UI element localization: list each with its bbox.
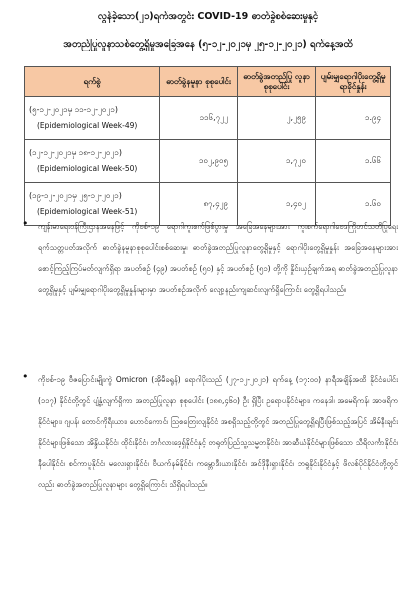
confirmed-value: ၂,၂၅၉ bbox=[238, 97, 316, 140]
samples-value: ၁၀၂,၉၀၅ bbox=[160, 140, 238, 183]
epi-week: (Epidemiological Week-51) bbox=[37, 207, 138, 216]
header-confirmed-cases: ဓာတ်ခွဲအတည်ပြု လူနာစုစုပေါင်း bbox=[238, 67, 316, 97]
bullet-point: • bbox=[22, 370, 29, 383]
period-cell bbox=[25, 140, 160, 183]
paragraph-text: ကိုဗစ်-၁၉ ဗီဇပြောင်းမျိုးကွဲ Omicron (အိုမီခရွန်) ရောဂါပိုးသည် (၂၇-၁၂-၂၀၂၁) ရက်နေ့ (၁၇:၀၀) နာရီအချိန်အထိ နိုင်ငံပေါင်း (၁၁၇) နိုင်ငံတို့တွင် ပျံ့နှံ့လျက်ရှိကာ အတည်ပြုလူနာ စုစုပေါင်း (၁၈၈,၄၆၀) ဦး ရှိပြီး ဥရောပနိုင်ငံများ၊ ကနေဒါ၊ အမေရိကန်၊ အာဖရိကနိုင်ငံများ၊ ဂျပန်၊ တောင်ကိုရီးယား၊ ဟောင်ကောင်၊ သြစတြေးလျနိုင်ငံ အစရှိသည့်တို့တွင် အတည်ပြုတွေ့ရှိရပြီးဖြစ်သည့်အပြင် အိမ်နီးချင်းနိုင်ငံများဖြစ်သော အိန္ဒိယနိုင်ငံ၊ ထိုင်းနိုင်ငံ၊ ဘင်္ဂလားဒေ့ရှ်နိုင်ငံနှင့် တရုတ်ပြည်သူ့သမ္မတနိုင်ငံ၊ အာဆီယံနိုင်ငံများဖြစ်သော သီရိလင်္ကာနိုင်ငံ၊ နီပေါနိုင်ငံ၊ စင်ကာပူနိုင်ငံ၊ မလေးရှားနိုင်ငံ၊ ဗီယက်နမ်နိုင်ငံ၊ ကမ္ဘောဒီးယားနိုင်ငံ၊ အင်ဒိုနီးရှားနိုင်ငံ၊ ဘရူနိုင်းနိုင်ငံနှင့် ဖိလစ်ပိုင်နိုင်ငံတို့တွင်လည်း ဓာတ်ခွဲအတည်ပြုလူနာများ တွေ့ရှိကြောင်း သိရှိရပါသည်။ bbox=[38, 375, 398, 489]
date-range: (၁၉-၁၂-၂၀၂၁မှ ၂၅-၁၂-၂၀၂၁) bbox=[29, 191, 122, 200]
samples-value: ၁၁၆,၇၂၂ bbox=[160, 97, 238, 140]
table-row bbox=[25, 140, 391, 183]
period-cell bbox=[25, 97, 160, 140]
epi-week: (Epidemiological Week-50) bbox=[37, 164, 138, 173]
header-total-samples: ဓာတ်ခွဲနမူနာ စုစုပေါင်း bbox=[160, 67, 238, 97]
paragraph-omicron-spread bbox=[22, 369, 398, 605]
percent-value: ၁.၆၆ bbox=[316, 140, 391, 183]
paragraph-trend-summary bbox=[22, 216, 398, 356]
samples-value: ၈၇,၄၂၉ bbox=[160, 183, 238, 226]
header-positivity-rate: ပျမ်းမျှရောဂါပိုးတွေ့ရှိမှု ရာခိုင်နှုန်း bbox=[316, 67, 391, 97]
confirmed-value: ၁,၇၂၀ bbox=[238, 140, 316, 183]
covid-test-table bbox=[24, 66, 391, 226]
table-header-row bbox=[25, 67, 391, 97]
percent-value: ၁.၆၀ bbox=[316, 183, 391, 226]
header-date: ရက်စွဲ bbox=[25, 67, 160, 97]
date-range: (၁၂-၁၂-၂၀၂၁မှ ၁၈-၁၂-၂၀၂၁) bbox=[29, 148, 122, 157]
date-range: (၅-၁၂-၂၀၂၁မှ ၁၁-၁၂-၂၀၂၁) bbox=[29, 105, 118, 114]
percent-value: ၁.၉၄ bbox=[316, 97, 391, 140]
document-title-line-2: အတည်ပြုလူနာသစ်တွေ့ရှိမှုအခြေအနေ (၅-၁၂-၂၀၂၁မှ ၂၅-၁၂-၂၀၂၁) ရက်နေ့အထိ bbox=[63, 39, 353, 50]
confirmed-value: ၁,၄၀၂ bbox=[238, 183, 316, 226]
bullet-point: • bbox=[22, 217, 29, 230]
table-row bbox=[25, 97, 391, 140]
paragraph-text: ကျန်းမာရေးဝန်ကြီးဌာနအနေဖြင့် ကိုဗစ်-၁၉ ရောဂါကူးစက်ဖြစ်ပွားမှု အခြေအနေများအား ကူးစက်ရောဂါဗေဒကြိုတင်သတိပြုရေး ရက်သတ္တပတ်အလိုက် ဓာတ်ခွဲနမူနာစုစုပေါင်းစစ်ဆေးမှု၊ ဓာတ်ခွဲအတည်ပြုလူနာတွေ့ရှိမှုနှင့် ရောဂါပိုးတွေ့ရှိမှုနှုန်း အခြေအနေများအား စောင့်ကြည့်ကြပ်မတ်လျက်ရှိရာ အပတ်စဉ် (၄၉) အပတ်စဉ် (၅၀) နှင့် အပတ်စဉ် (၅၁) တို့ကို နှိုင်းယှဉ်ချက်အရ ဓာတ်ခွဲအတည်ပြုလူနာတွေ့ရှိမှုနှင့် ပျမ်းမျှရောဂါပိုးတွေ့ရှိမှုနှုန်းများမှာ အပတ်စဉ်အလိုက် လျော့နည်းကျဆင်းလျက်ရှိကြောင်း တွေ့ရှိရပါသည်။ bbox=[38, 222, 398, 294]
document-title-line-1: လွန်ခဲ့သော(၂၁)ရက်အတွင်း COVID-19 ဓာတ်ခွဲစစ်ဆေးမှုနှင့် bbox=[97, 11, 319, 22]
epi-week: (Epidemiological Week-49) bbox=[37, 121, 138, 130]
